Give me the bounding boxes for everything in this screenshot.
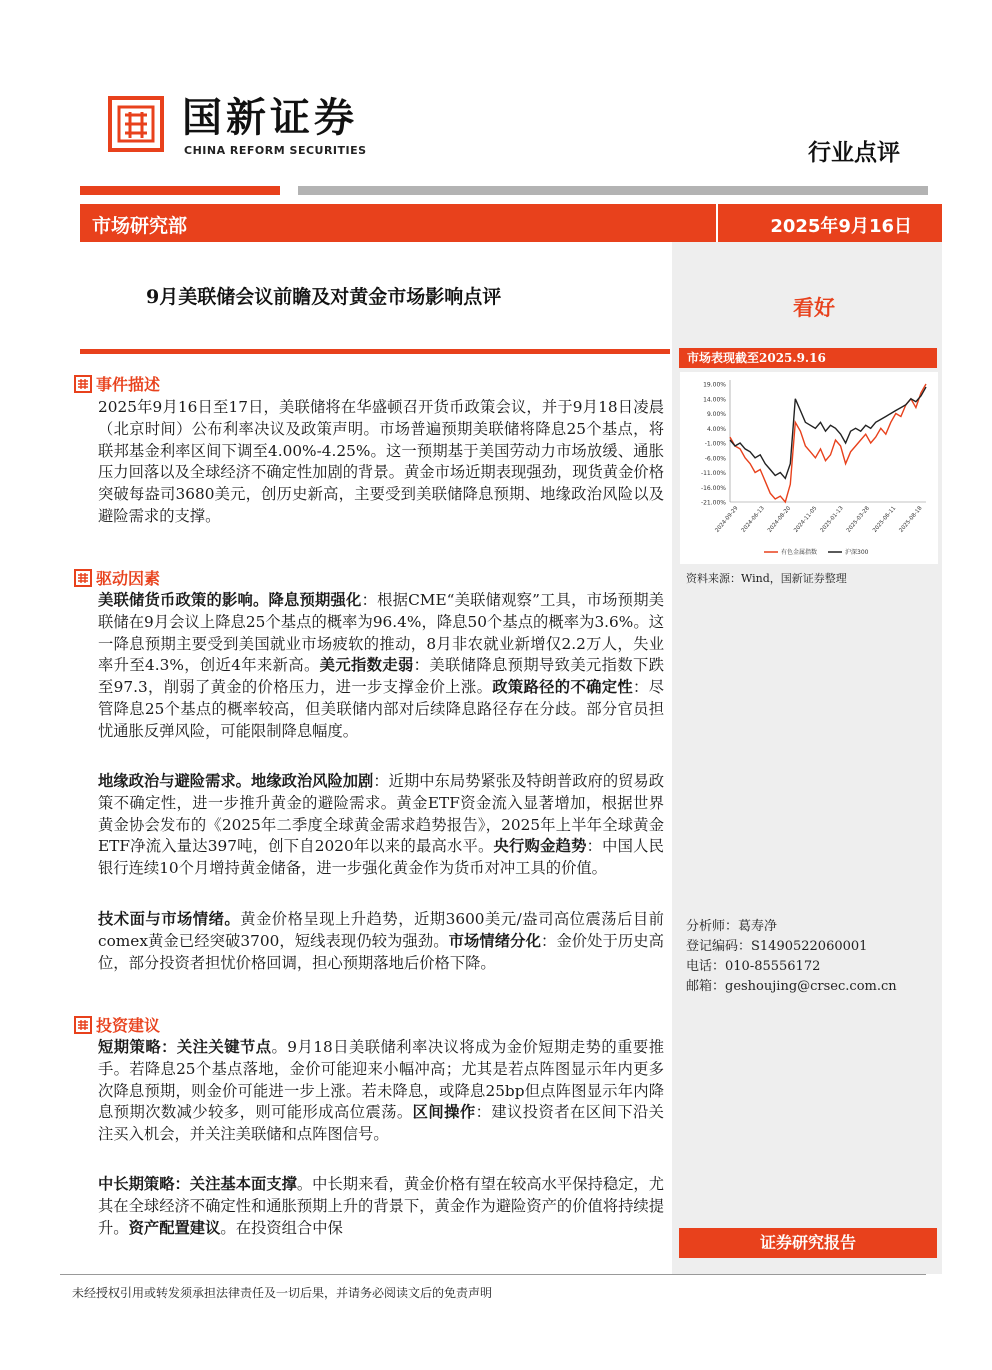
section-heading-text: 投资建议: [96, 1016, 161, 1035]
x-tick-label: 2024-11-05: [793, 505, 819, 534]
analyst-email[interactable]: 邮箱：geshoujing@crsec.com.cn: [686, 979, 897, 994]
rating-label: 看好: [793, 295, 835, 320]
drivers-paragraph-3: [98, 909, 664, 974]
y-tick-label: -6.00%: [704, 455, 726, 463]
disclaimer-footer: 未经授权引用或转发须承担法律责任及一切后果，并请务必阅读文后的免责声明: [72, 1286, 493, 1300]
section-seal-icon: [74, 569, 92, 587]
body-text: ：建议投资者在区间下沿关注买入机会，并关注美联储和点阵图信号。: [98, 1103, 664, 1144]
bold-lead: 区间操作: [412, 1103, 476, 1122]
x-tick-label: 2025-06-11: [872, 505, 898, 534]
bold-lead: 市场情绪分化: [448, 931, 541, 950]
chart-svg: [680, 372, 938, 564]
series-line: [730, 384, 926, 502]
chart-source: 资料来源：Wind，国新证券整理: [686, 572, 847, 585]
section-heading-text: 驱动因素: [96, 569, 161, 588]
report-title: 9月美联储会议前瞻及对黄金市场影响点评: [146, 286, 502, 308]
report-date: 2025年9月16日: [770, 216, 912, 237]
footer-rule: [60, 1274, 926, 1275]
logo-mark: [108, 96, 164, 152]
header-gray-bar: [298, 186, 928, 195]
body-text: 。在投资组合中保: [220, 1218, 343, 1237]
section-seal-icon: [74, 375, 92, 393]
body-text: ：根据CME“美联储观察”工具，市场预期美联储在9月会议上降息25个基点的概率为96.4%，降息50个基点的概率为3.6%。这一降息预期主要受到美国就业市场疲软的推动，8月非农就业新增仅2.2万人，失业率升至4.3%，创近4年来新高。: [98, 591, 664, 675]
advice-paragraph-2: [98, 1174, 664, 1239]
bold-lead: 美元指数走弱: [319, 656, 414, 675]
bold-lead: 短期策略：关注关键节点: [98, 1038, 272, 1056]
y-tick-label: 14.00%: [703, 396, 726, 404]
logo-text-en: CHINA REFORM SECURITIES: [184, 144, 367, 157]
y-tick-label: 9.00%: [706, 411, 726, 418]
bold-lead: 央行购金趋势: [493, 837, 587, 856]
section-seal-icon: [74, 1016, 92, 1034]
x-tick-label: 2024-08-20: [766, 505, 793, 534]
market-performance-chart: [680, 372, 938, 564]
logo-text-cn: 国新证券: [182, 95, 358, 141]
bold-lead: 地缘政治与避险需求。地缘政治风险加剧: [98, 772, 374, 790]
y-tick-label: -11.00%: [700, 470, 726, 477]
header-accent-bar: [80, 186, 280, 195]
x-tick-label: 2025-08-18: [898, 505, 924, 534]
analyst-phone: 电话：010-85556172: [686, 959, 821, 974]
series-line: [730, 387, 926, 478]
divider: [716, 204, 718, 242]
body-text: 黄金价格呈现上升趋势，近期3600美元/盎司高位震荡后目前comex黄金已经突破3700，短线表现仍较为强劲。: [98, 910, 664, 950]
body-text: ：近期中东局势紧张及特朗普政府的贸易政策不确定性，进一步推升黄金的避险需求。黄金ETF资金流入显著增加，根据世界黄金协会发布的《2025年二季度全球黄金需求趋势报告》，2025年上半年全球黄金ETF净流入量达397吨，创下自2020年以来的最高水平。: [98, 772, 665, 856]
section-heading-drivers: [74, 566, 160, 589]
report-label: 证券研究报告: [679, 1228, 937, 1258]
section-heading-event: [74, 372, 160, 395]
y-tick-label: -16.00%: [700, 484, 726, 492]
body-text: ：尽管降息25个基点的概率较高，但美联储内部对后续降息路径存在分歧。部分官员担忧通胀反弹风险，可能限制降息幅度。: [98, 678, 664, 740]
logo-seal-icon: [116, 104, 156, 144]
analyst-name: 分析师：葛寿净: [686, 919, 778, 934]
x-tick-label: 2024-06-13: [740, 505, 766, 534]
bold-lead: 中长期策略：关注基本面支撑: [98, 1175, 297, 1193]
section-heading-text: 事件描述: [96, 375, 161, 394]
body-text: ：美联储降息预期导致美元指数下跌至97.3，削弱了黄金的价格压力，进一步支撑金价上涨。: [98, 656, 664, 697]
legend-label: 沪深300: [845, 549, 869, 556]
y-tick-label: -1.00%: [704, 440, 726, 448]
y-tick-label: -21.00%: [700, 499, 726, 507]
event-paragraph: 2025年9月16日至17日，美联储将在华盛顿召开货币政策会议，并于9月18日凌晨（北京时间）公布利率决议及政策声明。市场普遍预期美联储将降息25个基点，将联邦基金利率区间下调至4.00%-4.25%。这一预期基于美国劳动力市场放缓、通胀压力回落以及全球经济不确定性加剧的背景。黄金市场近期表现强劲，现货黄金价格突破每盎司3680美元，创历史新高，主要受到美联储降息预期、地缘政治风险以及避险需求的支撑。: [98, 398, 664, 525]
x-tick-label: 2025-03-28: [845, 505, 871, 534]
bold-lead: 资产配置建议: [128, 1218, 221, 1237]
body-text: ：中国人民银行连续10个月增持黄金储备，进一步强化黄金作为货币对冲工具的价值。: [98, 837, 664, 878]
section-heading-advice: [74, 1013, 160, 1036]
body-text: 。中长期来看，黄金价格有望在较高水平保持稳定，尤其在全球经济不确定性和通胀预期上升的背景下，黄金作为避险资产的价值将持续提升。: [98, 1175, 665, 1237]
department-name: 市场研究部: [92, 215, 188, 237]
bold-lead: 政策路径的不确定性: [492, 678, 634, 697]
department-bar: [80, 204, 942, 242]
y-tick-label: 4.00%: [706, 425, 726, 433]
bold-lead: 美联储货币政策的影响。降息预期强化: [98, 591, 362, 609]
drivers-paragraph-2: [98, 771, 664, 880]
bold-lead: 技术面与市场情绪。: [98, 910, 241, 928]
legend-label: 有色金属指数: [781, 549, 818, 556]
body-text: ：金价处于历史高位，部分投资者担忧价格回调，担心预期落地后价格下降。: [98, 931, 664, 972]
drivers-paragraph-1: [98, 590, 664, 743]
analyst-reg-no: 登记编码：S1490522060001: [686, 939, 868, 954]
x-tick-label: 2024-09-29: [714, 505, 740, 534]
market-performance-heading: 市场表现截至2025.9.16: [679, 348, 937, 368]
advice-paragraph-1: [98, 1037, 664, 1146]
title-rule: [80, 349, 670, 354]
x-tick-label: 2025-01-13: [819, 505, 845, 534]
document-type: 行业点评: [808, 139, 900, 166]
y-tick-label: 19.00%: [703, 381, 726, 389]
body-text: 。9月18日美联储利率决议将成为金价短期走势的重要推手。若降息25个基点落地，金价可能迎来小幅冲高；尤其是若点阵图显示年内更多次降息预期，则金价可能进一步上涨。若未降息，或降息25bp但点阵图显示年内降息预期次数减少较多，则可能形成高位震荡。: [98, 1038, 664, 1122]
